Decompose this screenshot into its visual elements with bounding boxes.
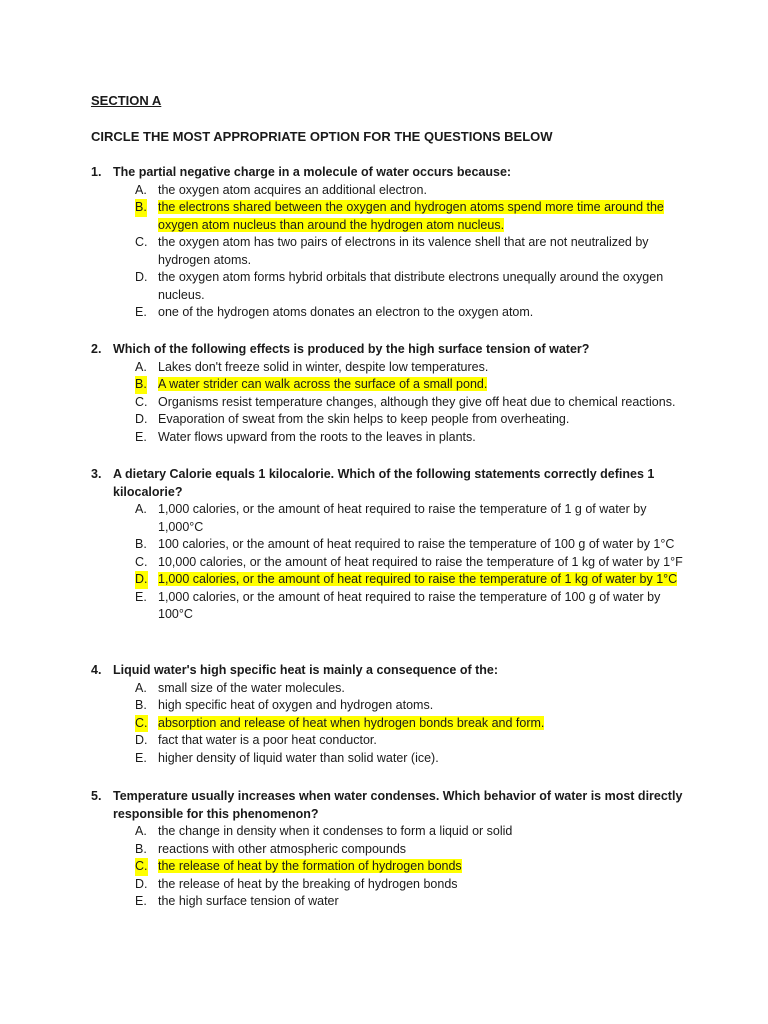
answer-option[interactable] bbox=[91, 199, 691, 234]
answer-option[interactable] bbox=[91, 750, 691, 768]
option-text: the oxygen atom acquires an additional electron. bbox=[158, 182, 427, 197]
option-text: high specific heat of oxygen and hydrogen atoms. bbox=[158, 698, 434, 712]
answer-option[interactable] bbox=[91, 571, 691, 589]
option-letter: A. bbox=[135, 680, 147, 695]
options-list bbox=[91, 359, 691, 447]
answer-option[interactable] bbox=[91, 876, 691, 894]
answer-option[interactable] bbox=[91, 715, 691, 733]
option-letter: C. bbox=[135, 235, 148, 249]
option-letter: D. bbox=[135, 733, 148, 747]
options-list bbox=[91, 823, 691, 911]
option-letter: A. bbox=[135, 182, 147, 197]
option-text: Water flows upward from the roots to the leaves in plants. bbox=[158, 429, 476, 444]
option-letter: B. bbox=[135, 698, 147, 712]
option-letter: D. bbox=[135, 571, 148, 589]
question-3 bbox=[91, 466, 691, 624]
option-text: 10,000 calories, or the amount of heat required to raise the temperature of 1 kg of water by 1°F bbox=[158, 554, 683, 569]
option-letter: E. bbox=[135, 429, 147, 444]
question-number: 4. bbox=[91, 663, 102, 677]
highlighted-option-text: A water strider can walk across the surface of a small pond. bbox=[158, 377, 488, 391]
question-2 bbox=[91, 341, 691, 446]
option-letter: B. bbox=[135, 199, 147, 217]
answer-option[interactable] bbox=[91, 823, 691, 841]
option-letter: D. bbox=[135, 412, 148, 426]
option-text: one of the hydrogen atoms donates an electron to the oxygen atom. bbox=[158, 305, 534, 319]
option-text: Organisms resist temperature changes, although they give off heat due to chemical reactions. bbox=[158, 394, 676, 409]
question-text: A dietary Calorie equals 1 kilocalorie. Which of the following statements correctly defines 1 kilocalorie? bbox=[113, 467, 655, 499]
answer-option[interactable] bbox=[91, 732, 691, 750]
options-list bbox=[91, 182, 691, 322]
answer-option[interactable] bbox=[91, 234, 691, 269]
option-letter: E. bbox=[135, 305, 147, 319]
highlighted-option-text: absorption and release of heat when hydrogen bonds break and form. bbox=[158, 715, 545, 730]
answer-option[interactable] bbox=[91, 858, 691, 876]
question-stem bbox=[91, 788, 691, 823]
question-text: The partial negative charge in a molecule of water occurs because: bbox=[113, 165, 512, 179]
answer-option[interactable] bbox=[91, 376, 691, 394]
answer-option[interactable] bbox=[91, 893, 691, 911]
answer-option[interactable] bbox=[91, 501, 691, 536]
answer-option[interactable] bbox=[91, 304, 691, 322]
question-number: 3. bbox=[91, 467, 102, 481]
answer-option[interactable] bbox=[91, 841, 691, 859]
highlighted-option-text: the electrons shared between the oxygen and hydrogen atoms spend more time around the oxygen atom nucleus than around the hydrogen atom nucleus. bbox=[158, 200, 664, 232]
question-stem bbox=[91, 341, 691, 359]
answer-option[interactable] bbox=[91, 394, 691, 412]
option-letter: E. bbox=[135, 750, 147, 765]
answer-option[interactable] bbox=[91, 359, 691, 377]
question-text: Liquid water's high specific heat is mainly a consequence of the: bbox=[113, 663, 499, 677]
option-letter: C. bbox=[135, 394, 148, 409]
answer-option[interactable] bbox=[91, 554, 691, 572]
question-number: 5. bbox=[91, 789, 102, 803]
answer-option[interactable] bbox=[91, 269, 691, 304]
answer-option[interactable] bbox=[91, 536, 691, 554]
question-number: 1. bbox=[91, 165, 102, 179]
option-text: 1,000 calories, or the amount of heat required to raise the temperature of 100 g of water by 100°C bbox=[158, 589, 661, 621]
option-text: the oxygen atom forms hybrid orbitals that distribute electrons unequally around the oxygen nucleus. bbox=[158, 270, 664, 302]
question-number: 2. bbox=[91, 342, 102, 356]
highlighted-option-text: 1,000 calories, or the amount of heat required to raise the temperature of 1 kg of water by 1°C bbox=[158, 572, 678, 586]
question-4 bbox=[91, 662, 691, 767]
question-stem bbox=[91, 662, 691, 680]
options-list bbox=[91, 501, 691, 624]
option-text: the oxygen atom has two pairs of electrons in its valence shell that are not neutralized by hydrogen atoms. bbox=[158, 235, 649, 267]
option-letter: A. bbox=[135, 502, 147, 516]
answer-option[interactable] bbox=[91, 697, 691, 715]
answer-option[interactable] bbox=[91, 429, 691, 447]
option-letter: C. bbox=[135, 858, 148, 876]
option-letter: C. bbox=[135, 554, 148, 569]
question-stem bbox=[91, 466, 691, 501]
option-text: fact that water is a poor heat conductor. bbox=[158, 733, 377, 747]
option-letter: E. bbox=[135, 894, 147, 908]
option-letter: B. bbox=[135, 841, 147, 856]
option-letter: D. bbox=[135, 876, 148, 891]
option-text: 1,000 calories, or the amount of heat required to raise the temperature of 1 g of water by 1,000°C bbox=[158, 502, 647, 534]
option-text: 100 calories, or the amount of heat required to raise the temperature of 100 g of water by 1°C bbox=[158, 537, 675, 551]
answer-option[interactable] bbox=[91, 411, 691, 429]
question-text: Temperature usually increases when water condenses. Which behavior of water is most directly responsible for this phenomenon? bbox=[113, 789, 683, 821]
question-text: Which of the following effects is produced by the high surface tension of water? bbox=[113, 342, 590, 356]
option-letter: D. bbox=[135, 270, 148, 284]
section-title: SECTION A bbox=[91, 93, 162, 108]
option-text: the release of heat by the breaking of hydrogen bonds bbox=[158, 876, 458, 891]
option-text: higher density of liquid water than solid water (ice). bbox=[158, 750, 439, 765]
options-list bbox=[91, 680, 691, 768]
option-text: the high surface tension of water bbox=[158, 894, 339, 908]
instruction-heading: CIRCLE THE MOST APPROPRIATE OPTION FOR THE QUESTIONS BELOW bbox=[91, 129, 553, 144]
option-text: reactions with other atmospheric compounds bbox=[158, 841, 407, 856]
answer-option[interactable] bbox=[91, 680, 691, 698]
option-letter: B. bbox=[135, 537, 147, 551]
option-text: small size of the water molecules. bbox=[158, 680, 345, 695]
highlighted-option-text: the release of heat by the formation of hydrogen bonds bbox=[158, 859, 462, 873]
question-1 bbox=[91, 164, 691, 322]
question-5 bbox=[91, 788, 691, 911]
option-letter: A. bbox=[135, 824, 147, 838]
answer-option[interactable] bbox=[91, 182, 691, 200]
option-letter: C. bbox=[135, 715, 148, 733]
question-stem bbox=[91, 164, 691, 182]
option-text: Evaporation of sweat from the skin helps to keep people from overheating. bbox=[158, 412, 570, 426]
option-text: the change in density when it condenses to form a liquid or solid bbox=[158, 824, 513, 838]
answer-option[interactable] bbox=[91, 589, 691, 624]
option-letter: B. bbox=[135, 376, 147, 394]
option-letter: E. bbox=[135, 589, 147, 604]
option-text: Lakes don't freeze solid in winter, despite low temperatures. bbox=[158, 359, 489, 374]
option-letter: A. bbox=[135, 359, 147, 374]
